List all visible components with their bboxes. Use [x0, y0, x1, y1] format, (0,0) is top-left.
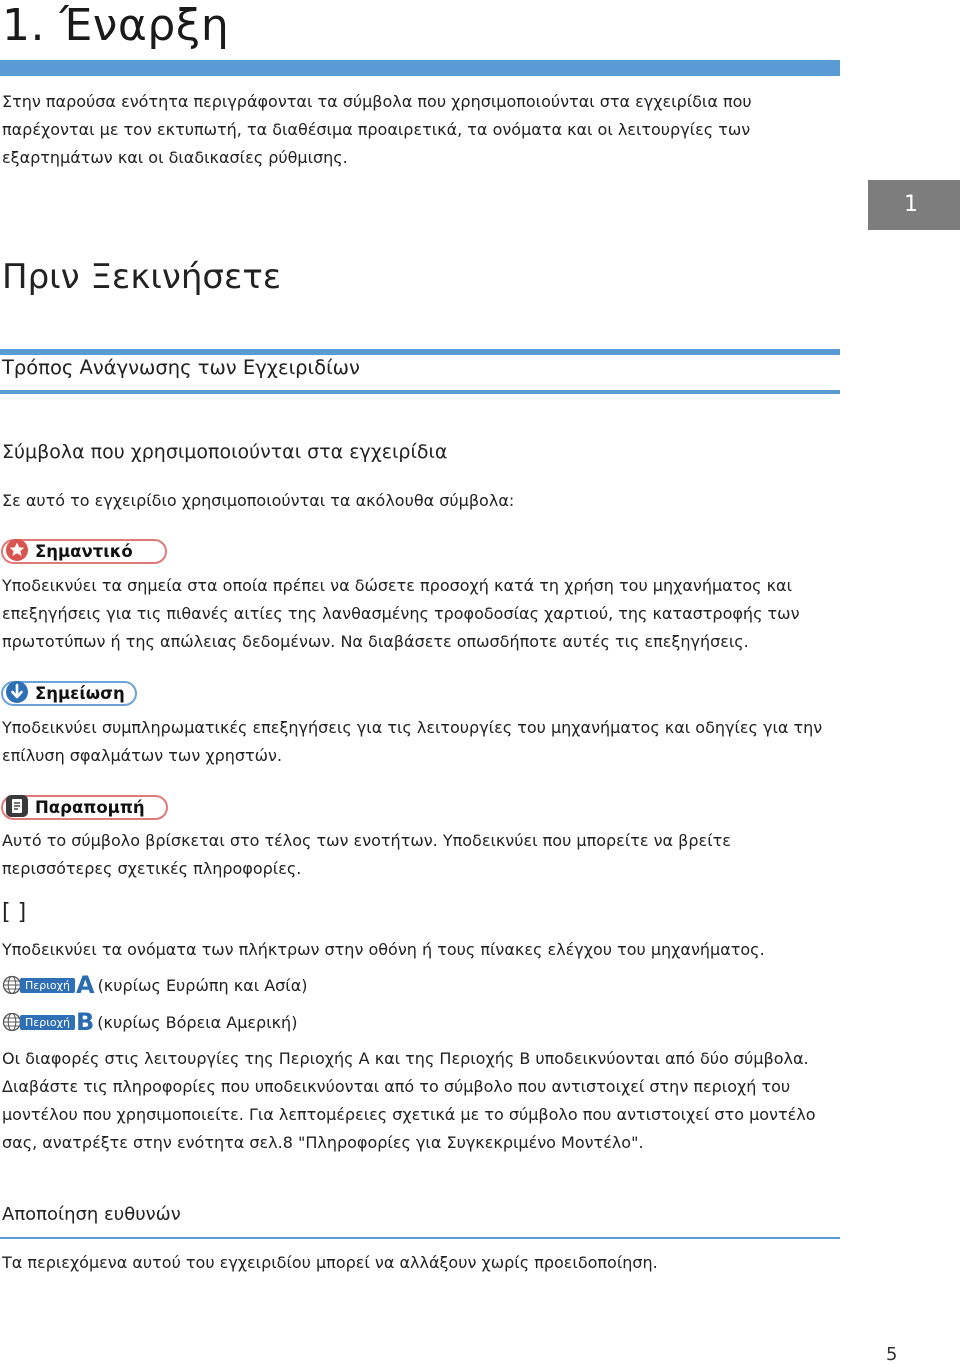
region-b-text: (κυρίως Βόρεια Αμερική)	[97, 1012, 298, 1032]
important-label: Σημαντικό	[35, 542, 133, 561]
region-a-text: (κυρίως Ευρώπη και Ασία)	[97, 975, 308, 995]
disclaimer-text: Τα περιεχόμενα αυτού του εγχειριδίου μπορεί να αλλάξουν χωρίς προειδοποίηση.	[2, 1253, 658, 1272]
chapter-title: 1. Έναρξη	[2, 0, 230, 51]
note-text: Υποδεικνύει συμπληρωματικές επεξηγήσεις για τις λειτουργίες του μηχανήματος και οδηγίες για την επίλυση σφαλμάτων των χρηστών.	[2, 718, 823, 765]
reference-label: Παραπομπή	[35, 798, 145, 817]
region-b-badge: Περιοχή	[20, 1015, 75, 1030]
note-label: Σημείωση	[35, 684, 125, 703]
important-badge	[1, 539, 167, 564]
section-rule	[0, 349, 840, 355]
note-arrow-icon	[5, 680, 29, 708]
disclaimer-heading: Αποποίηση ευθυνών	[2, 1204, 181, 1225]
note-badge	[1, 681, 137, 706]
star-icon	[5, 538, 29, 566]
page-number: 5	[886, 1344, 898, 1365]
chapter-tab: 1	[868, 180, 960, 230]
brackets-symbol: [ ]	[2, 900, 27, 925]
brackets-text: Υποδεικνύει τα ονόματα των πλήκτρων στην οθόνη ή τους πίνακες ελέγχου του μηχανήματος.	[2, 940, 765, 959]
reference-text: Αυτό το σύμβολο βρίσκεται στο τέλος των ενοτήτων. Υποδεικνύει που μπορείτε να βρείτε περισσότερες σχετικές πληροφορίες.	[2, 831, 731, 878]
chapter-intro: Στην παρούσα ενότητα περιγράφονται τα σύμβολα που χρησιμοποιούνται στα εγχειρίδια που παρέχονται με τον εκτυπωτή, τα διαθέσιμα προαιρετικά, τα ονόματα και οι λειτουργίες των εξαρτημάτων και οι διαδικασίες ρύθμισης.	[2, 92, 752, 167]
region-b	[2, 1010, 297, 1034]
section-title: Πριν Ξεκινήσετε	[2, 257, 282, 297]
symbols-intro: Σε αυτό το εγχειρίδιο χρησιμοποιούνται τα ακόλουθα σύμβολα:	[2, 491, 515, 510]
subsection-rule	[0, 390, 840, 394]
symbols-heading: Σύμβολα που χρησιμοποιούνται στα εγχειρίδια	[2, 441, 448, 463]
globe-icon	[2, 1012, 22, 1032]
region-a	[2, 973, 307, 997]
region-a-letter: A	[75, 971, 95, 999]
chapter-rule	[0, 60, 840, 76]
important-text: Υποδεικνύει τα σημεία στα οποία πρέπει να δώσετε προσοχή κατά τη χρήση του μηχανήματος και επεξηγήσεις για τις πιθανές αιτίες της λανθασμένης τροφοδοσίας χαρτιού, της καταστροφής των πρωτοτύπων ή της απώλειας δεδομένων. Να διαβάσετε οπωσδήποτε αυτές τις επεξηγήσεις.	[2, 576, 800, 651]
subsection-title: Τρόπος Ανάγνωσης των Εγχειριδίων	[2, 356, 360, 379]
region-a-badge: Περιοχή	[20, 978, 75, 993]
reference-badge	[1, 795, 168, 820]
disclaimer-rule	[0, 1237, 840, 1239]
reference-doc-icon	[5, 794, 29, 822]
region-text: Οι διαφορές στις λειτουργίες της Περιοχής A και της Περιοχής B υποδεικνύονται από δύο σύμβολα. Διαβάστε τις πληροφορίες που υποδεικνύονται από το σύμβολο που αντιστοιχεί στην περιοχή του μοντέλου που χρησιμοποιείτε. Για λεπτομέρειες σχετικά με το σύμβολο που αντιστοιχεί στο μοντέλο σας, ανατρέξτε στην ενότητα σελ.8 "Πληροφορίες για Συγκεκριμένο Μοντέλο".	[2, 1049, 816, 1152]
region-b-letter: B	[75, 1008, 95, 1036]
globe-icon	[2, 975, 22, 995]
